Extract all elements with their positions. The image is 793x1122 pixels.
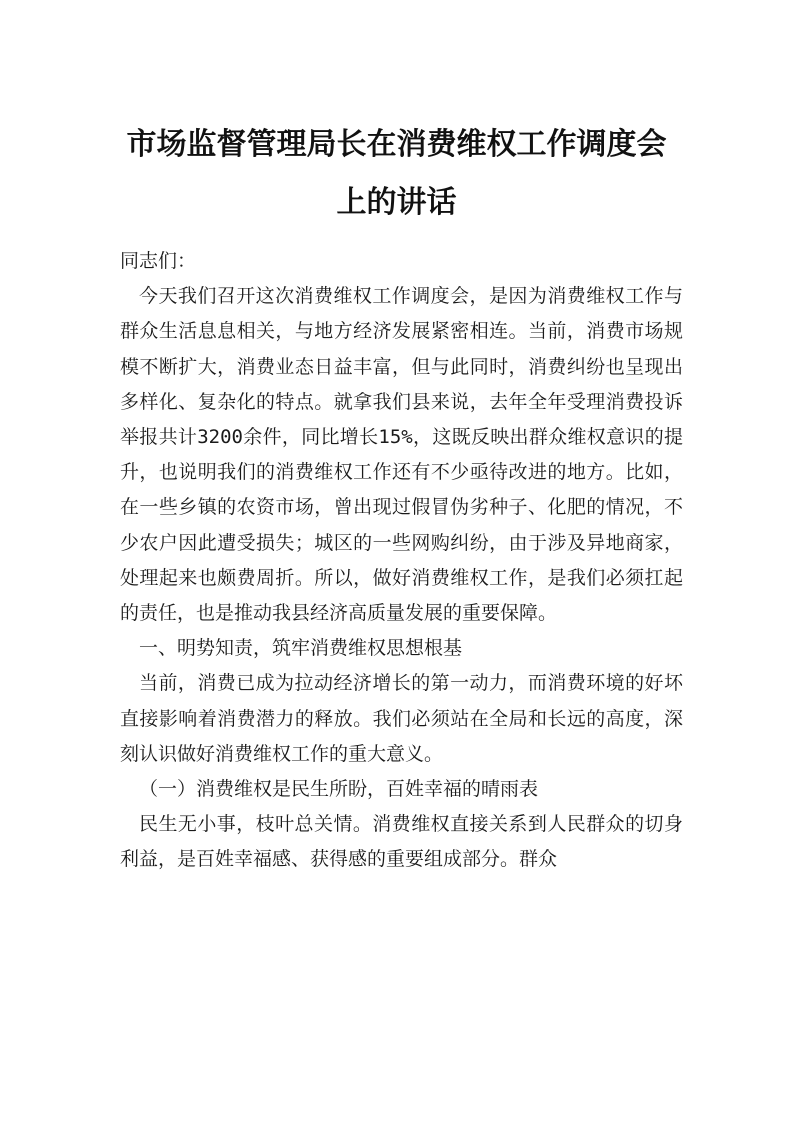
title-line-2: 上的讲话: [336, 185, 457, 220]
title-line-1: 市场监督管理局长在消费维权工作调度会: [126, 127, 667, 162]
salutation: 同志们：: [120, 250, 197, 272]
document-title: [100, 116, 693, 232]
paragraph-section-1: 当前，消费已成为拉动经济增长的第一动力，而消费环境的好坏直接影响着消费潜力的释放。我们必须站在全局和长远的高度，深刻认识做好消费维权工作的重大意义。: [120, 672, 683, 765]
paragraph-subsection-1: 民生无小事，枝叶总关情。消费维权直接关系到人民群众的切身利益，是百姓幸福感、获得感的重要组成部分。群众: [120, 813, 683, 871]
paragraph-intro: 今天我们召开这次消费维权工作调度会，是因为消费维权工作与群众生活息息相关，与地方经济发展紧密相连。当前，消费市场规模不断扩大，消费业态日益丰富，但与此同时，消费纠纷也呈现出多样化、复杂化的特点。就拿我们县来说，去年全年受理消费投诉举报共计3200余件，同比增长15%，这既反映出群众维权意识的提升，也说明我们的消费维权工作还有不少亟待改进的地方。比如，在一些乡镇的农资市场，曾出现过假冒伪劣种子、化肥的情况，不少农户因此遭受损失；城区的一些网购纠纷，由于涉及异地商家，处理起来也颇费周折。所以，做好消费维权工作，是我们必须扛起的责任，也是推动我县经济高质量发展的重要保障。: [120, 285, 683, 625]
document-body: [120, 244, 683, 878]
section-heading-1: 一、明势知责，筑牢消费维权思想根基: [139, 637, 463, 660]
subsection-heading-1: （一）消费维权是民生所盼，百姓幸福的晴雨表: [139, 778, 539, 801]
